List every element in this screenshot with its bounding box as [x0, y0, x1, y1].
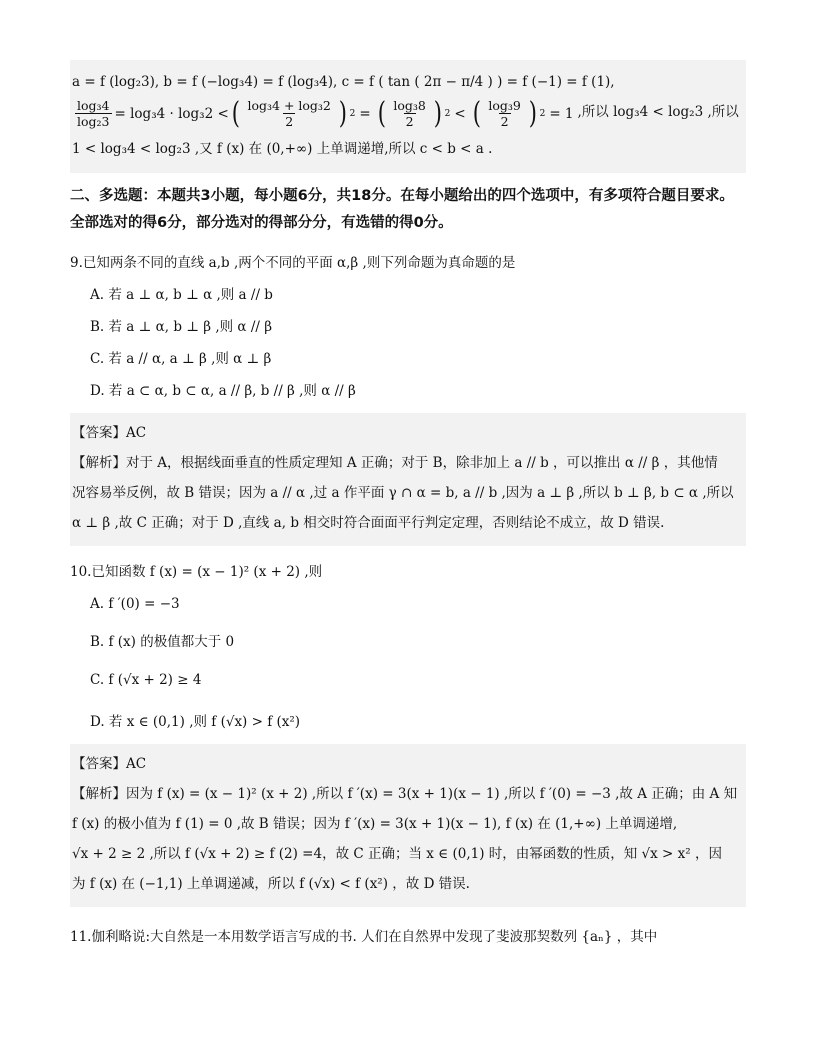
fraction-2: $\frac{\text{log₃4 + log₃2}}{2}$ [247, 98, 331, 129]
fraction-4: $\frac{\text{log₃9}}{2}$ [488, 98, 521, 129]
question-9-analysis-3: α ⊥ β ,故 C 正确；对于 D ,直线 a, b 相交时符合面面平行判定定理，否则结论不成立，故 D 错误. [72, 515, 665, 531]
section-heading-multiple-choice: 二、多选题：本题共3小题，每小题6分，共18分。在每小题给出的四个选项中，有多项符合题目要求。全部选对的得6分，部分选对的得部分分，有选错的得0分。 [70, 188, 734, 231]
question-9-analysis-1: 【解析】对于 A，根据线面垂直的性质定理知 A 正确；对于 B，除非加上 a // b ，可以推出 α // β ，其他情 [72, 455, 718, 471]
question-10-analysis-3: √x + 2 ≥ 2 ,所以 f (√x + 2) ≥ f (2) =4，故 C 正确；当 x ∈ (0,1) 时，由幂函数的性质，知 √x > x² ，因 [72, 846, 722, 862]
question-10-stem: 10.已知函数 f (x) = (x − 1)² (x + 2) ,则 [70, 564, 323, 580]
solution-continuation [70, 60, 746, 173]
question-10-option-d: D. 若 x ∈ (0,1) ,则 f (√x) > f (x²) [90, 714, 301, 730]
question-9-stem: 9.已知两条不同的直线 a,b ,两个不同的平面 α,β ,则下列命题为真命题的是 [70, 255, 516, 271]
question-9-option-a: A. 若 a ⊥ α, b ⊥ α ,则 a // b [90, 287, 273, 303]
question-10-answer-block [70, 744, 746, 907]
question-11-stem: 11.伽利略说:大自然是一本用数学语言写成的书. 人们在自然界中发现了斐波那契数列 {aₙ} ，其中 [70, 929, 658, 945]
question-9-option-c: C. 若 a // α, a ⊥ β ,则 α ⊥ β [90, 351, 272, 367]
question-10 [70, 560, 746, 907]
question-10-analysis-4: 为 f (x) 在 (−1,1) 上单调递减，所以 f (√x) < f (x²) ，故 D 错误. [72, 876, 470, 892]
question-9-option-b: B. 若 a ⊥ α, b ⊥ β ,则 α // β [90, 319, 273, 335]
solution-line-2: $\frac{\text{log₃4}}{\text{log₂3}}$ = log₃4 · log₃2 < ( $\frac{\text{log₃4 + log₃2}}{2}$ ) 2 = ( $\frac{\text{log₃8}}{2}$ ) 2 < ( $\frac{\text{log₃9}}{2}$ ) 2 = 1 ,所以 log₃4 < log₂3 ,所以 [77, 95, 739, 131]
question-10-option-b: B. f (x) 的极值都大于 0 [90, 634, 235, 650]
question-9-option-d: D. 若 a ⊂ α, b ⊂ α, a // β, b // β ,则 α // β [90, 383, 356, 399]
fraction-3: $\frac{\text{log₃8}}{2}$ [393, 98, 426, 129]
fraction-1: $\frac{\text{log₃4}}{\text{log₂3}}$ [77, 98, 110, 129]
question-10-analysis-1: 【解析】因为 f (x) = (x − 1)² (x + 2) ,所以 f ′(x) = 3(x + 1)(x − 1) ,所以 f ′(0) = −3 ,故 A 正确；由 A 知 [72, 786, 738, 802]
question-9-answer: 【答案】AC [72, 425, 147, 441]
question-11 [70, 925, 746, 945]
question-9-answer-block [70, 413, 746, 546]
question-9-analysis-2: 况容易举反例，故 B 错误；因为 a // α ,过 a 作平面 γ ∩ α = b, a // b ,因为 a ⊥ β ,所以 b ⊥ β, b ⊂ α ,所以 [72, 485, 734, 501]
question-10-analysis-2: f (x) 的极小值为 f (1) = 0 ,故 B 错误；因为 f ′(x) = 3(x + 1)(x − 1), f (x) 在 (1,+∞) 上单调递增, [72, 816, 678, 832]
question-9 [70, 251, 746, 546]
page-content [70, 60, 746, 945]
question-10-answer: 【答案】AC [72, 756, 147, 772]
question-10-option-a: A. f ′(0) = −3 [90, 596, 180, 612]
solution-line-1: a = f (log₂3), b = f (−log₃4) = f (log₃4), c = f ( tan ( 2π − π/4 ) ) = f (−1) = f (1), [72, 74, 615, 90]
solution-line-3: 1 < log₃4 < log₂3 ,又 f (x) 在 (0,+∞) 上单调递增,所以 c < b < a . [72, 141, 493, 157]
question-10-option-c: C. f (√x + 2) ≥ 4 [90, 672, 202, 688]
